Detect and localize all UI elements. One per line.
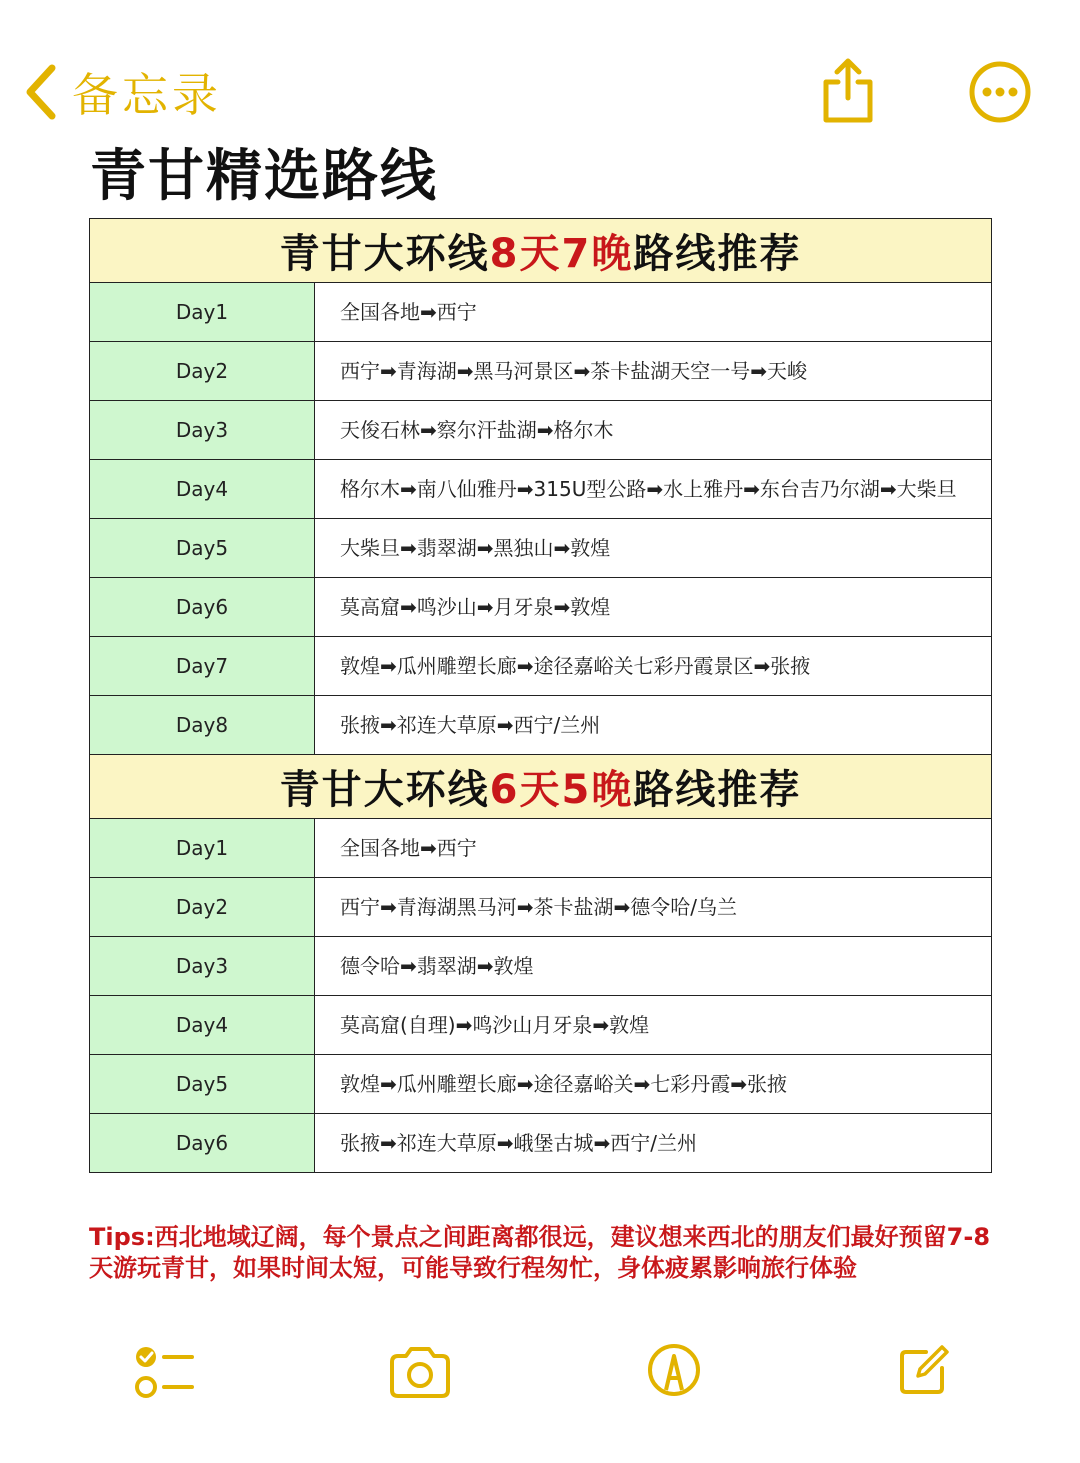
back-button[interactable] <box>22 60 222 124</box>
section-title: 青甘大环线6天5晚路线推荐 <box>90 755 992 819</box>
top-navigation-bar <box>0 0 1080 140</box>
route-text: 张掖➡祁连大草原➡峨堡古城➡西宁/兰州 <box>315 1114 992 1173</box>
table-row <box>90 996 992 1055</box>
route-text: 大柴旦➡翡翠湖➡黑独山➡敦煌 <box>315 519 992 578</box>
back-label: 备忘录 <box>72 68 222 122</box>
camera-icon[interactable] <box>388 1346 452 1400</box>
ellipsis-circle-icon[interactable] <box>968 60 1032 124</box>
bottom-toolbar <box>0 1330 1080 1430</box>
table-row <box>90 401 992 460</box>
note-title: 青甘精选路线 <box>90 144 438 209</box>
day-label: Day5 <box>90 519 315 578</box>
day-label: Day6 <box>90 578 315 637</box>
day-label: Day7 <box>90 637 315 696</box>
day-label: Day1 <box>90 283 315 342</box>
section-header <box>90 755 992 819</box>
share-icon[interactable] <box>818 56 878 126</box>
day-label: Day2 <box>90 878 315 937</box>
day-label: Day5 <box>90 1055 315 1114</box>
route-text: 全国各地➡西宁 <box>315 819 992 878</box>
route-text: 莫高窟(自理)➡鸣沙山月牙泉➡敦煌 <box>315 996 992 1055</box>
duration-highlight: 8天7晚 <box>489 231 634 277</box>
table-row <box>90 1055 992 1114</box>
day-label: Day4 <box>90 460 315 519</box>
section-header <box>90 219 992 283</box>
day-label: Day4 <box>90 996 315 1055</box>
day-label: Day3 <box>90 937 315 996</box>
route-text: 格尔木➡南八仙雅丹➡315U型公路➡水上雅丹➡东台吉乃尔湖➡大柴旦 <box>315 460 992 519</box>
day-label: Day3 <box>90 401 315 460</box>
route-text: 莫高窟➡鸣沙山➡月牙泉➡敦煌 <box>315 578 992 637</box>
route-text: 西宁➡青海湖➡黑马河景区➡茶卡盐湖天空一号➡天峻 <box>315 342 992 401</box>
route-text: 德令哈➡翡翠湖➡敦煌 <box>315 937 992 996</box>
duration-highlight: 6天5晚 <box>489 767 634 813</box>
table-row <box>90 1114 992 1173</box>
table-row <box>90 578 992 637</box>
table-row <box>90 342 992 401</box>
day-label: Day6 <box>90 1114 315 1173</box>
day-label: Day2 <box>90 342 315 401</box>
route-text: 敦煌➡瓜州雕塑长廊➡途径嘉峪关七彩丹霞景区➡张掖 <box>315 637 992 696</box>
tips-text: Tips:西北地域辽阔，每个景点之间距离都很远，建议想来西北的朋友们最好预留7-8天游玩青甘，如果时间太短，可能导致行程匆忙，身体疲累影响旅行体验 <box>89 1223 991 1282</box>
table-row <box>90 519 992 578</box>
route-table <box>89 218 992 1173</box>
table-row <box>90 696 992 755</box>
section-title: 青甘大环线8天7晚路线推荐 <box>90 219 992 283</box>
table-row <box>90 637 992 696</box>
route-text: 全国各地➡西宁 <box>315 283 992 342</box>
day-label: Day8 <box>90 696 315 755</box>
route-text: 张掖➡祁连大草原➡西宁/兰州 <box>315 696 992 755</box>
table-row <box>90 460 992 519</box>
compose-icon[interactable] <box>896 1342 952 1398</box>
table-row <box>90 878 992 937</box>
markup-pen-icon[interactable] <box>646 1342 702 1398</box>
table-row <box>90 819 992 878</box>
table-row <box>90 283 992 342</box>
day-label: Day1 <box>90 819 315 878</box>
route-text: 西宁➡青海湖黑马河➡茶卡盐湖➡德令哈/乌兰 <box>315 878 992 937</box>
chevron-left-icon <box>22 62 58 122</box>
route-text: 天俊石林➡察尔汗盐湖➡格尔木 <box>315 401 992 460</box>
route-text: 敦煌➡瓜州雕塑长廊➡途径嘉峪关➡七彩丹霞➡张掖 <box>315 1055 992 1114</box>
table-row <box>90 937 992 996</box>
checklist-icon[interactable] <box>134 1344 196 1404</box>
